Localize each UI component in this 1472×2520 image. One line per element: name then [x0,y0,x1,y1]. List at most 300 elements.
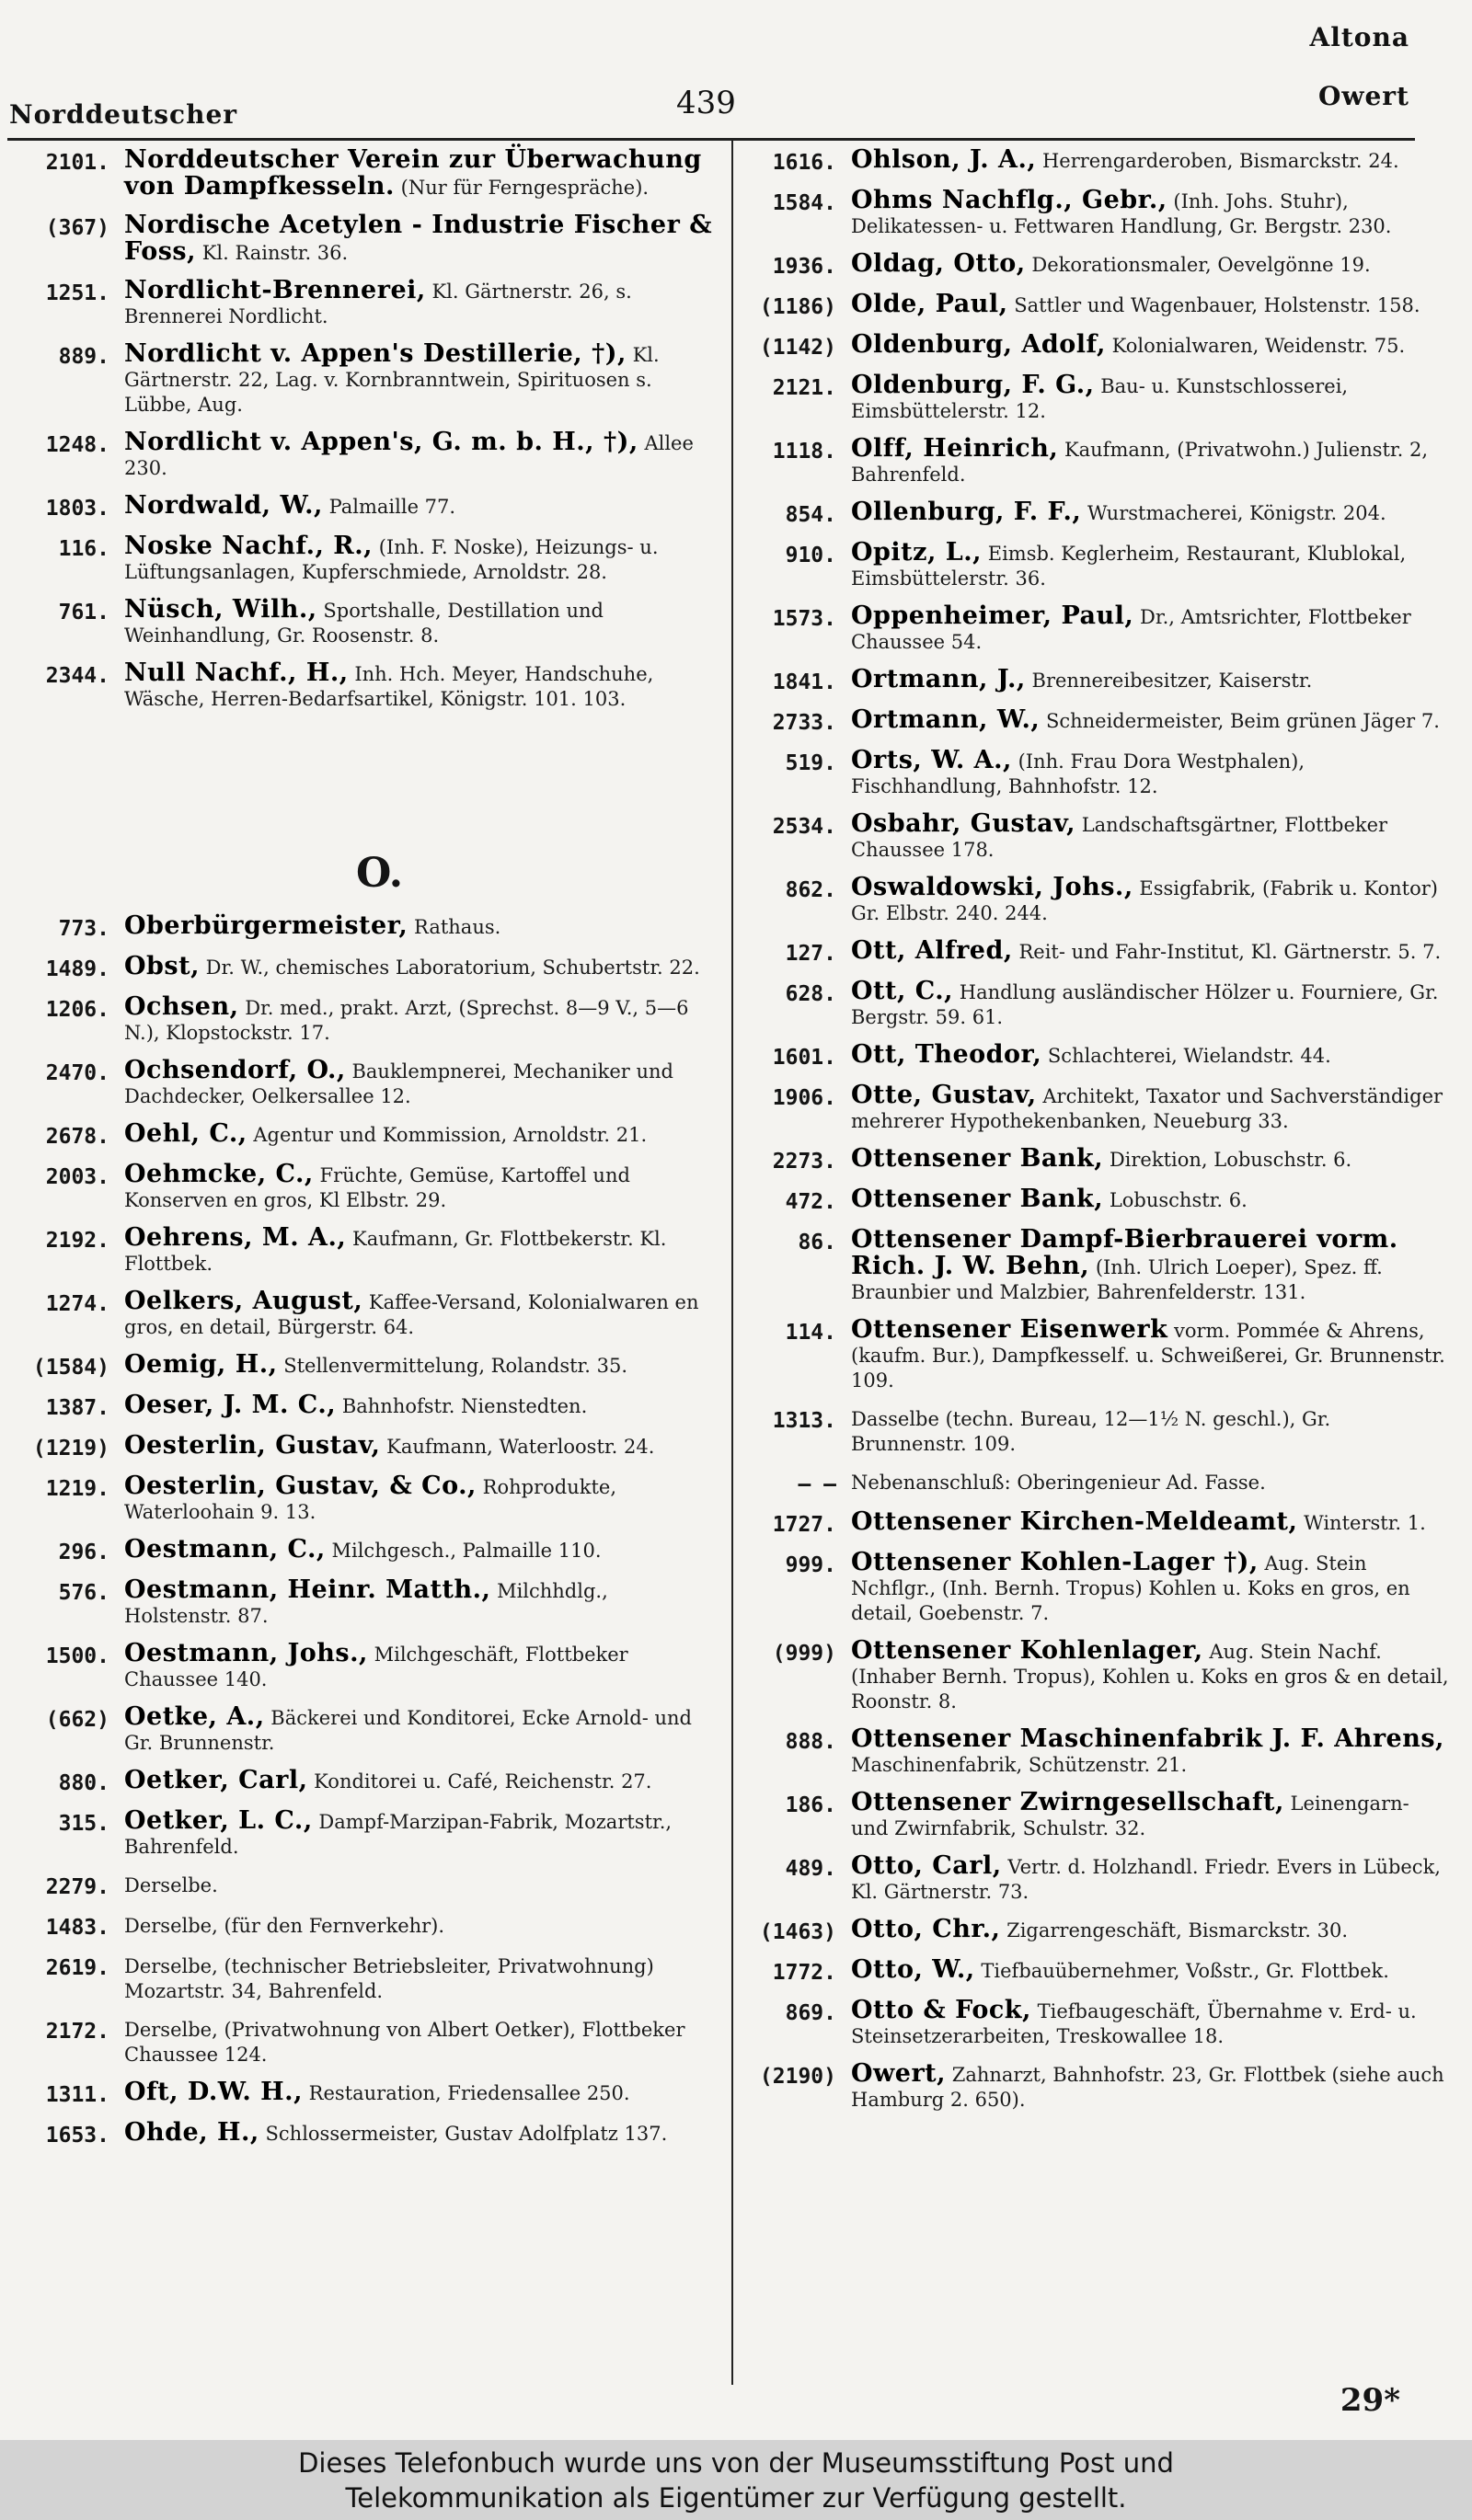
directory-entry [741,1550,1449,1626]
phone-number: 1936. [772,255,836,279]
directory-entry [14,1537,718,1565]
subscriber-name: Nordlicht v. Appen's, G. m. b. H., †), [124,428,638,456]
entry-text [124,2079,718,2106]
subscriber-name: Ott, Theodor, [851,1040,1042,1069]
subscriber-name: Oft, D.W. H., [124,2078,303,2106]
subscriber-name: Norddeutscher Verein zur Überwachung von Dampfkesseln. [124,145,702,200]
subscriber-name: Ohlson, J. A., [851,145,1037,174]
running-head-city: Altona [1309,22,1409,52]
subscriber-detail: Aug. Stein Nchflgr., (Inh. Bernh. Tropus) Kohlen u. Koks en gros, en detail, Goebenstr. 7. [851,1552,1410,1624]
subscriber-detail: Dampf-Marzipan-Fabrik, Mozartstr., Bahrenfeld. [124,1811,673,1858]
subscriber-detail: (Inh. Frau Dora Westphalen), Fischhandlung, Bahnhofstr. 12. [851,750,1305,797]
phone-number: 1841. [772,670,836,694]
subscriber-detail: Milchgesch., Palmaille 110. [331,1540,602,1562]
directory-entry [741,1469,1449,1497]
directory-entry [741,748,1449,799]
subscriber-name: Oldenburg, Adolf, [851,330,1106,359]
subscriber-name: Null Nachf., H., [124,659,349,687]
subscriber-name: Olff, Heinrich, [851,434,1059,463]
entry-text [851,436,1449,487]
phone-number: 1219. [45,1477,109,1501]
subscriber-name: Oestmann, Heinr. Matth., [124,1575,491,1604]
entry-text [124,212,718,266]
entry-text [124,1352,718,1379]
phone-number: 472. [785,1190,836,1214]
subscriber-detail: Tiefbaugeschäft, Übernahme v. Erd- u. Steinsetzerarbeiten, Treskowallee 18. [851,2000,1417,2047]
directory-entry [14,994,718,1046]
entry-text [124,1537,718,1564]
phone-number: 999. [785,1553,836,1577]
subscriber-detail: Aug. Stein Nachf. (Inhaber Bernh. Tropus), Kohlen u. Koks en gros & en detail, Roonstr. 8. [851,1641,1449,1712]
phone-number: 2534. [772,815,836,839]
subscriber-detail: Schlossermeister, Gustav Adolfplatz 137. [265,2123,668,2145]
subscriber-name: Ott, C., [851,977,954,1005]
subscriber-detail: Winterstr. 1. [1304,1512,1426,1534]
phone-number: (1463) [759,1920,836,1944]
entry-text [124,1162,718,1213]
directory-entry [14,597,718,648]
header-rule [7,138,1415,141]
subscriber-name: Nordlicht-Brennerei, [124,276,426,304]
subscriber-detail: Reit- und Fahr-Institut, Kl. Gärtnerstr. 5. 7. [1018,941,1442,963]
directory-entry [14,954,718,982]
phone-number: 1906. [772,1086,836,1110]
directory-entry [14,1808,718,1860]
entry-text [124,1953,718,2004]
phone-number: 519. [785,751,836,775]
phone-number: 1311. [45,2083,109,2107]
subscriber-detail: (Inh. Johs. Stuhr), Delikatessen- u. Fettwaren Handlung, Gr. Bergstr. 230. [851,190,1392,237]
subscriber-detail: Derselbe. [124,1874,218,1896]
subscriber-name: Otto & Fock, [851,1996,1031,2024]
phone-number: (1142) [759,336,836,360]
directory-entry [741,1405,1449,1457]
directory-entry [741,147,1449,176]
subscriber-detail: Direktion, Lobuschstr. 6. [1109,1149,1352,1171]
directory-entry [14,1162,718,1213]
entry-text [851,1317,1449,1393]
page-number: 439 [676,85,736,121]
directory-entry [741,372,1449,424]
phone-number: 869. [785,2001,836,2025]
subscriber-detail: Maschinenfabrik, Schützenstr. 21. [851,1754,1188,1776]
phone-number: (1219) [32,1437,109,1460]
subscriber-detail: Kaufmann, Waterloostr. 24. [386,1436,655,1458]
directory-entry [741,1509,1449,1538]
phone-number: 773. [58,917,109,941]
subscriber-name: Ohde, H., [124,2118,259,2147]
directory-entry [741,811,1449,863]
phone-number: (1186) [759,295,836,319]
subscriber-detail: Kl. Rainstr. 36. [201,242,349,264]
phone-number: 2121. [772,376,836,400]
subscriber-name: Olde, Paul, [851,290,1008,318]
directory-entry [741,540,1449,591]
right-entries [741,147,1449,2113]
entry-text [124,1808,718,1860]
entry-text [851,1726,1449,1778]
entry-text [124,493,718,520]
entry-text [851,1998,1449,2049]
directory-entry [741,1957,1449,1986]
phone-number: 2733. [772,711,836,735]
phone-number: 114. [785,1321,836,1345]
subscriber-name: Oppenheimer, Paul, [851,601,1134,630]
phone-number: 2470. [45,1061,109,1085]
directory-entry [14,1473,718,1525]
subscriber-detail: Inh. Hch. Meyer, Handschuhe, Wäsche, Herren-Bedarfsartikel, Königstr. 101. 103. [124,663,654,710]
directory-entry [741,1186,1449,1215]
subscriber-name: Oehl, C., [124,1119,247,1148]
subscriber-detail: Kl. Gärtnerstr. 26, s. Brennerei Nordlicht. [124,281,632,327]
phone-number: 1489. [45,957,109,981]
subscriber-name: Oelkers, August, [124,1287,363,1315]
subscriber-name: Ochsen, [124,992,239,1021]
entry-text [851,1227,1449,1305]
phone-number: 315. [58,1812,109,1836]
directory-entry [741,1853,1449,1905]
subscriber-detail: Milchgeschäft, Flottbeker Chaussee 140. [124,1644,628,1690]
subscriber-detail: Dr. med., prakt. Arzt, (Sprechst. 8—9 V., 5—6 N.), Klopstockstr. 17. [124,997,689,1044]
subscriber-detail: Nebenanschluß: Oberingenieur Ad. Fasse. [851,1472,1266,1494]
phone-number: 1248. [45,433,109,457]
entry-text [124,2120,718,2147]
subscriber-detail: Bäckerei und Konditorei, Ecke Arnold- und Gr. Brunnenstr. [124,1707,692,1754]
directory-entry [741,436,1449,487]
directory-entry [741,707,1449,736]
entry-text [851,938,1449,965]
entry-text [124,913,718,940]
phone-number: 880. [58,1771,109,1795]
entry-text [851,1042,1449,1069]
phone-number: (1584) [32,1356,109,1380]
subscriber-name: Ollenburg, F. F., [851,498,1082,526]
phone-number: 2279. [45,1875,109,1899]
subscriber-name: Oemig, H., [124,1350,278,1379]
directory-entry [741,188,1449,239]
subscriber-detail: Bauklempnerei, Mechaniker und Dachdecker, Oelkersallee 12. [124,1060,673,1107]
phone-number: 2192. [45,1229,109,1253]
subscriber-name: Otte, Gustav, [851,1081,1037,1109]
subscriber-name: Ottensener Kirchen-Meldeamt, [851,1507,1298,1536]
phone-number: 1500. [45,1644,109,1668]
directory-entry [14,1577,718,1629]
entry-text [124,1392,718,1419]
subscriber-detail: (Nur für Ferngespräche). [400,177,650,199]
subscriber-name: Obst, [124,952,200,980]
entry-text [124,430,718,481]
entry-text [124,954,718,980]
subscriber-detail: Restauration, Friedensallee 250. [308,2082,630,2104]
subscriber-detail: Kaufmann, (Privatwohn.) Julienstr. 2, Bahrenfeld. [851,439,1429,486]
phone-number: 2003. [45,1165,109,1189]
subscriber-name: Ottensener Kohlenlager, [851,1636,1203,1665]
phone-number: 1727. [772,1513,836,1537]
subscriber-detail: Milchhdlg., Holstenstr. 87. [124,1580,608,1627]
subscriber-detail: Zahnarzt, Bahnhofstr. 23, Gr. Flottbek (siehe auch Hamburg 2. 650). [851,2064,1444,2111]
entry-text [851,2061,1449,2113]
entry-text [124,1768,718,1794]
subscriber-name: Otto, Chr., [851,1915,1001,1943]
entry-text [124,1433,718,1460]
phone-number: 489. [785,1857,836,1881]
entry-text [124,1473,718,1525]
subscriber-name: Nordische Acetylen - Industrie Fischer & Foss, [124,211,713,266]
phone-number: (367) [45,216,109,240]
subscriber-detail: Schlachterei, Wielandstr. 44. [1047,1045,1331,1067]
directory-entry [741,1146,1449,1174]
subscriber-name: Ottensener Bank, [851,1144,1104,1173]
phone-number: 1251. [45,281,109,305]
subscriber-name: Oetke, A., [124,1702,265,1731]
subscriber-detail: Eimsb. Keglerheim, Restaurant, Klublokal, Eimsbüttelerstr. 36. [851,543,1407,590]
directory-entry [741,875,1449,926]
phone-number: 854. [785,503,836,527]
subscriber-detail: Früchte, Gemüse, Kartoffel und Konserven en gros, Kl Elbstr. 29. [124,1164,630,1211]
phone-number: 1601. [772,1046,836,1070]
entry-text [124,278,718,329]
subscriber-name: Ott, Alfred, [851,936,1013,965]
archive-notice-line1: Dieses Telefonbuch wurde uns von der Museumsstiftung Post und [298,2447,1174,2479]
directory-entry [14,1392,718,1421]
subscriber-detail: Palmaille 77. [328,496,456,518]
directory-entry [14,147,718,200]
subscriber-detail: Derselbe, (Privatwohnung von Albert Oetker), Flottbeker Chaussee 124. [124,2019,685,2066]
entry-text [124,1704,718,1756]
phone-number: 2273. [772,1150,836,1174]
subscriber-detail: Derselbe, (für den Fernverkehr). [124,1915,445,1937]
entry-text [851,251,1449,278]
subscriber-detail: Dr., Amtsrichter, Flottbeker Chaussee 54. [851,606,1411,653]
entry-text [124,597,718,648]
phone-number: (999) [772,1642,836,1666]
subscriber-name: Nüsch, Wilh., [124,595,317,624]
subscriber-detail: Dr. W., chemisches Laboratorium, Schubertstr. 22. [205,956,700,979]
phone-number: 761. [58,601,109,624]
subscriber-name: Nordwald, W., [124,491,323,520]
subscriber-detail: Vertr. d. Holzhandl. Friedr. Evers in Lübeck, Kl. Gärtnerstr. 73. [851,1856,1441,1903]
directory-entry [14,1872,718,1900]
entry-text [851,603,1449,655]
subscriber-detail: (Inh. F. Noske), Heizungs- u. Lüftungsanlagen, Kupferschmiede, Arnoldstr. 28. [124,536,659,583]
directory-entry [14,1058,718,1109]
directory-entry [741,1790,1449,1841]
subscriber-name: Opitz, L., [851,538,983,567]
subscriber-name: Owert, [851,2059,947,2088]
subscriber-detail: Architekt, Taxator und Sachverständiger mehrerer Hypothekenbanken, Neueburg 33. [851,1085,1443,1132]
phone-number: 2101. [45,151,109,175]
subscriber-name: Orts, W. A., [851,746,1012,774]
directory-entry [741,332,1449,361]
directory-entry [741,251,1449,280]
phone-number: 1313. [772,1409,836,1433]
subscriber-name: Oetker, Carl, [124,1766,308,1794]
subscriber-detail: Lobuschstr. 6. [1109,1189,1248,1211]
directory-entry [14,2016,718,2068]
subscriber-name: Otto, W., [851,1955,975,1984]
directory-entry [14,1768,718,1796]
entry-text [851,875,1449,926]
entry-text [851,1790,1449,1841]
subscriber-detail: Sattler und Wagenbauer, Holstenstr. 158. [1014,294,1420,316]
entry-text [851,292,1449,318]
subscriber-detail: Wurstmacherei, Königstr. 204. [1087,502,1386,524]
entry-text [851,1082,1449,1134]
subscriber-name: Oldenburg, F. G., [851,371,1095,399]
directory-entry [14,660,718,712]
directory-entry [741,1726,1449,1778]
subscriber-detail: Schneidermeister, Beim grünen Jäger 7. [1045,710,1440,732]
subscriber-detail: Sportshalle, Destillation und Weinhandlung, Gr. Roosenstr. 8. [124,600,604,647]
phone-number: 2172. [45,2020,109,2044]
phone-number: 1206. [45,998,109,1022]
phone-number: 910. [785,544,836,567]
subscriber-detail: Kaufmann, Gr. Flottbekerstr. Kl. Flottbek. [124,1228,667,1275]
directory-entry [741,292,1449,320]
phone-number: 889. [58,345,109,369]
directory-entry [14,430,718,481]
entry-text [851,748,1449,799]
phone-number: 127. [785,942,836,966]
subscriber-name: Oehmcke, C., [124,1160,314,1188]
phone-number: 1653. [45,2124,109,2148]
subscriber-detail: Kl. Gärtnerstr. 22, Lag. v. Kornbranntwein, Spirituosen s. Lübbe, Aug. [124,344,660,416]
entry-text [851,811,1449,863]
subscriber-name: Oeser, J. M. C., [124,1391,337,1419]
directory-entry [741,603,1449,655]
entry-text [851,707,1449,734]
subscriber-name: Oesterlin, Gustav, & Co., [124,1472,477,1500]
running-head-right: Owert [1318,81,1409,111]
directory-entry [14,1352,718,1380]
phone-number: 186. [785,1793,836,1817]
entry-text [851,147,1449,174]
directory-entry [14,2120,718,2148]
directory-entry [741,1638,1449,1714]
entry-text [124,1872,718,1898]
subscriber-name: Ottensener Bank, [851,1185,1104,1213]
entry-text [124,660,718,712]
entry-text [851,1550,1449,1626]
phone-number: (2190) [759,2065,836,2089]
subscriber-name: Noske Nachf., R., [124,532,374,560]
entry-text [851,667,1449,693]
directory-entry [741,1227,1449,1305]
phone-number: 296. [58,1541,109,1564]
phone-number: 1387. [45,1396,109,1420]
entry-text [851,332,1449,359]
section-letter: O. [355,850,404,897]
subscriber-name: Ohms Nachflg., Gebr., [851,186,1167,214]
subscriber-detail: (Inh. Ulrich Loeper), Spez. ff. Braunbier und Malzbier, Bahrenfelderstr. 131. [851,1256,1383,1303]
entry-text [124,147,718,200]
entry-text [124,1289,718,1340]
directory-entry [14,1225,718,1277]
directory-entry [741,979,1449,1030]
subscriber-name: Oestmann, C., [124,1535,326,1564]
phone-number: 628. [785,982,836,1006]
subscriber-name: Oldag, Otto, [851,249,1026,278]
subscriber-detail: Dekorationsmaler, Oevelgönne 19. [1031,254,1371,276]
entry-text [124,2016,718,2068]
directory-entry [741,1917,1449,1945]
phone-number: — — [798,1472,836,1496]
phone-number: 1772. [772,1961,836,1985]
directory-entry [14,913,718,942]
subscriber-detail: Allee 230. [124,432,694,479]
entry-text [851,499,1449,526]
entry-text [851,979,1449,1030]
phone-number: 1616. [772,151,836,175]
left-column [14,147,718,2160]
left-entries-o [14,913,718,2148]
phone-number: 116. [58,537,109,561]
subscriber-detail: Brennereibesitzer, Kaiserstr. [1031,670,1313,692]
directory-entry [741,2061,1449,2113]
phone-number: 2678. [45,1125,109,1149]
entry-text [124,994,718,1046]
directory-entry [741,938,1449,967]
subscriber-name: Ottensener Maschinenfabrik J. F. Ahrens, [851,1724,1444,1753]
column-divider [731,141,733,2385]
entry-text [124,533,718,585]
phone-number: 86. [798,1231,836,1254]
left-entries-n [14,147,718,712]
archive-notice-line2: Telekommunikation als Eigentümer zur Verfügung gestellt. [345,2482,1127,2514]
entry-text [851,1405,1449,1457]
subscriber-detail: Bau- u. Kunstschlosserei, Eimsbüttelerstr. 12. [851,375,1349,422]
subscriber-detail: Leinengarn- und Zwirnfabrik, Schulstr. 32. [851,1793,1409,1839]
directory-entry [14,1289,718,1340]
directory-entry [14,2079,718,2108]
subscriber-name: Ottensener Kohlen-Lager †), [851,1548,1259,1576]
subscriber-name: Oesterlin, Gustav, [124,1431,381,1460]
running-head-left: Norddeutscher [9,99,238,130]
subscriber-name: Oberbürgermeister, [124,911,408,940]
phone-number: 2344. [45,664,109,688]
subscriber-detail: Konditorei u. Café, Reichenstr. 27. [314,1770,652,1793]
subscriber-detail: Stellenvermittelung, Rolandstr. 35. [283,1355,628,1377]
entry-text [851,1186,1449,1213]
subscriber-detail: Zigarrengeschäft, Bismarckstr. 30. [1006,1919,1349,1942]
directory-entry [14,212,718,266]
directory-entry [14,1433,718,1461]
directory-entry [741,499,1449,528]
subscriber-detail: Kaffee-Versand, Kolonialwaren en gros, en detail, Bürgerstr. 64. [124,1291,699,1338]
subscriber-detail: Kolonialwaren, Weidenstr. 75. [1111,335,1406,357]
subscriber-detail: Rohprodukte, Waterloohain 9. 13. [124,1476,616,1523]
entry-text [851,1146,1449,1173]
entry-text [851,1509,1449,1536]
entry-text [851,1469,1449,1495]
subscriber-name: Osbahr, Gustav, [851,809,1076,838]
entry-text [124,1577,718,1629]
entry-text [851,372,1449,424]
subscriber-detail: Derselbe, (technischer Betriebsleiter, Privatwohnung) Mozartstr. 34, Bahrenfeld. [124,1955,654,2002]
phone-number: (662) [45,1708,109,1732]
subscriber-name: Oestmann, Johs., [124,1639,368,1667]
subscriber-name: Oswaldowski, Johs., [851,873,1133,901]
entry-text [124,1058,718,1109]
right-column [741,147,1449,2125]
entry-text [124,1121,718,1148]
directory-entry [741,1042,1449,1071]
entry-text [851,188,1449,239]
directory-entry [14,533,718,585]
phone-number: 1483. [45,1916,109,1940]
directory-entry [14,1953,718,2004]
phone-number: 1584. [772,191,836,215]
